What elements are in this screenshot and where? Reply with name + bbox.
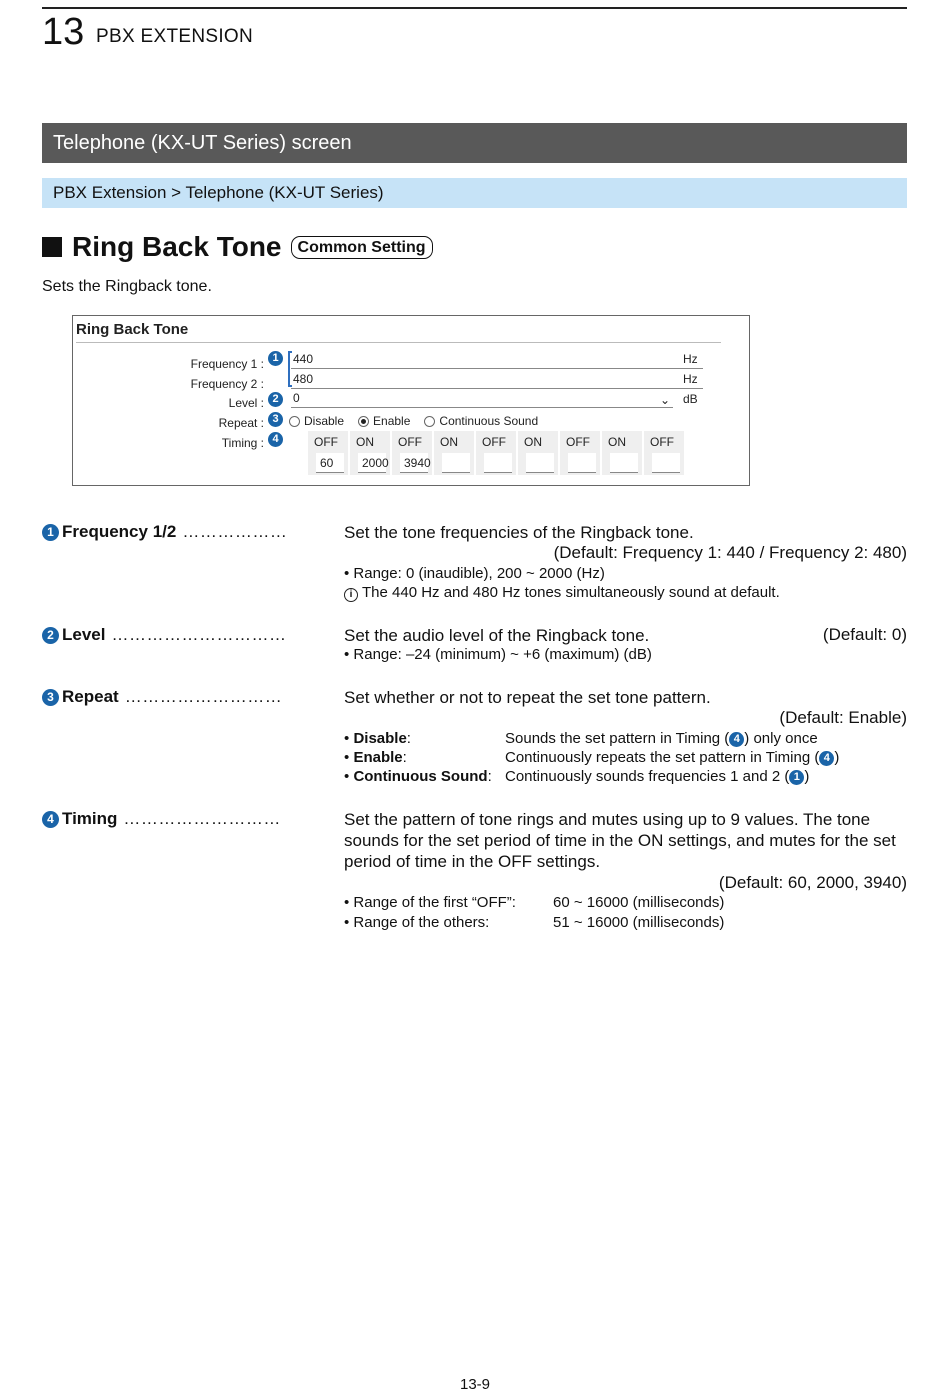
info-text: The 440 Hz and 480 Hz tones simultaneously sound at default.: [362, 584, 780, 601]
timing-header: ON: [602, 431, 644, 453]
frequency-1-input[interactable]: 440: [291, 351, 703, 369]
timing-range-first-value: 60 ~ 16000 (milliseconds): [553, 894, 725, 911]
item-repeat-default: (Default: Enable): [779, 708, 907, 727]
timing-header: OFF: [308, 431, 350, 453]
leader-dots: ………………………: [123, 809, 281, 828]
item-frequency-desc: Set the tone frequencies of the Ringback tone.: [344, 523, 694, 542]
timing-input[interactable]: 2000: [358, 453, 386, 473]
frequency-2-unit: Hz: [683, 372, 698, 386]
top-rule: [42, 7, 907, 9]
leader-dots: ………………: [182, 522, 288, 541]
repeat-continuous-term: • Continuous Sound:: [344, 768, 492, 785]
repeat-disable-desc: Sounds the set pattern in Timing ( 4 ) only once: [505, 730, 818, 747]
repeat-enable-desc: Continuously repeats the set pattern in Timing ( 4 ): [505, 749, 840, 766]
timing-input[interactable]: [526, 453, 554, 473]
item-repeat-label: [42, 687, 282, 707]
panel-divider: [76, 342, 721, 343]
chapter-title: PBX EXTENSION: [96, 26, 253, 47]
timing-header: ON: [518, 431, 560, 453]
chapter-number: 13: [42, 11, 85, 53]
page-heading: [42, 230, 433, 264]
repeat-enable-radio[interactable]: [358, 416, 369, 427]
timing-header: OFF: [560, 431, 602, 453]
callout-2: 2: [268, 392, 283, 407]
number-1-icon: 1: [42, 524, 59, 541]
level-label: Level :: [228, 396, 264, 410]
chevron-down-icon[interactable]: ⌄: [660, 393, 671, 407]
repeat-disable-term: • Disable:: [344, 730, 411, 747]
number-2-icon: 2: [42, 627, 59, 644]
timing-range-others-label: • Range of the others:: [344, 914, 490, 931]
repeat-continuous-desc: Continuously sounds frequencies 1 and 2 ( 1 ): [505, 768, 810, 785]
breadcrumb: PBX Extension > Telephone (KX-UT Series): [42, 178, 907, 208]
timing-input[interactable]: [652, 453, 680, 473]
timing-input[interactable]: 60: [316, 453, 344, 473]
timing-header: OFF: [644, 431, 686, 453]
item-timing-desc: Set the pattern of tone rings and mutes using up to 9 values. The tone sounds for the set period of time in the ON settings, and mutes for the set period of time in the OFF settings.: [344, 810, 896, 871]
timing-input[interactable]: 3940: [400, 453, 428, 473]
repeat-continuous-radio[interactable]: [424, 416, 435, 427]
repeat-continuous-label: Continuous Sound: [439, 414, 539, 428]
item-frequency-range: • Range: 0 (inaudible), 200 ~ 2000 (Hz): [344, 565, 605, 582]
timing-header: OFF: [476, 431, 518, 453]
common-setting-badge: Common Setting: [291, 236, 433, 259]
timing-input[interactable]: [442, 453, 470, 473]
number-3-icon: 3: [42, 689, 59, 706]
panel-title: Ring Back Tone: [76, 321, 189, 338]
intro-text: Sets the Ringback tone.: [42, 278, 212, 295]
item-frequency-title: Frequency 1/2: [62, 522, 177, 541]
number-4-icon: 4: [42, 811, 59, 828]
item-repeat-title: Repeat: [62, 687, 119, 706]
frequency-2-input[interactable]: 480: [291, 371, 703, 389]
timing-range-first-label: • Range of the first “OFF”:: [344, 894, 516, 911]
repeat-label: Repeat :: [218, 416, 264, 430]
repeat-enable-term: • Enable:: [344, 749, 407, 766]
timing-label: Timing :: [221, 436, 264, 450]
item-level-title: Level: [62, 625, 106, 644]
callout-4: 4: [268, 432, 283, 447]
ring-back-tone-panel: [72, 315, 750, 486]
frequency-1-unit: Hz: [683, 352, 698, 366]
item-level-desc: Set the audio level of the Ringback tone.: [344, 626, 650, 645]
item-timing-default: (Default: 60, 2000, 3940): [718, 873, 907, 892]
timing-grid: [308, 431, 686, 475]
callout-3: 3: [268, 412, 283, 427]
number-1-icon: 1: [789, 770, 804, 785]
number-4-icon: 4: [729, 732, 744, 747]
timing-input[interactable]: [610, 453, 638, 473]
timing-range-others-value: 51 ~ 16000 (milliseconds): [553, 914, 725, 931]
level-unit: dB: [683, 392, 698, 406]
frequency-1-label: Frequency 1 :: [190, 357, 264, 371]
item-frequency-info: [344, 584, 780, 602]
square-bullet-icon: [42, 237, 62, 257]
item-level-default: (Default: 0): [822, 625, 907, 644]
frequency-2-label: Frequency 2 :: [190, 377, 264, 391]
timing-input[interactable]: [568, 453, 596, 473]
timing-header: ON: [434, 431, 476, 453]
leader-dots: ………………………: [124, 687, 283, 706]
item-frequency-label: [42, 522, 287, 542]
level-select[interactable]: 0: [291, 390, 673, 408]
page-number: 13-9: [459, 1376, 491, 1393]
heading-title: Ring Back Tone: [72, 231, 282, 262]
number-4-icon: 4: [819, 751, 834, 766]
info-icon: i: [344, 588, 358, 602]
item-timing-title: Timing: [62, 809, 118, 828]
section-title: Telephone (KX-UT Series) screen: [42, 123, 907, 163]
leader-dots: …………………………: [111, 625, 287, 644]
item-level-range: • Range: –24 (minimum) ~ +6 (maximum) (dB): [344, 646, 652, 663]
repeat-disable-label: Disable: [304, 414, 345, 428]
item-level-label: [42, 625, 286, 645]
timing-input[interactable]: [484, 453, 512, 473]
callout-1: 1: [268, 351, 283, 366]
item-timing-label: [42, 809, 281, 829]
repeat-disable-radio[interactable]: [289, 416, 300, 427]
item-frequency-default: (Default: Frequency 1: 440 / Frequency 2: 480): [553, 543, 907, 562]
item-repeat-desc: Set whether or not to repeat the set tone pattern.: [344, 688, 711, 707]
timing-header: ON: [350, 431, 392, 453]
timing-header: OFF: [392, 431, 434, 453]
repeat-radio-group: [289, 414, 548, 428]
repeat-enable-label: Enable: [373, 414, 411, 428]
